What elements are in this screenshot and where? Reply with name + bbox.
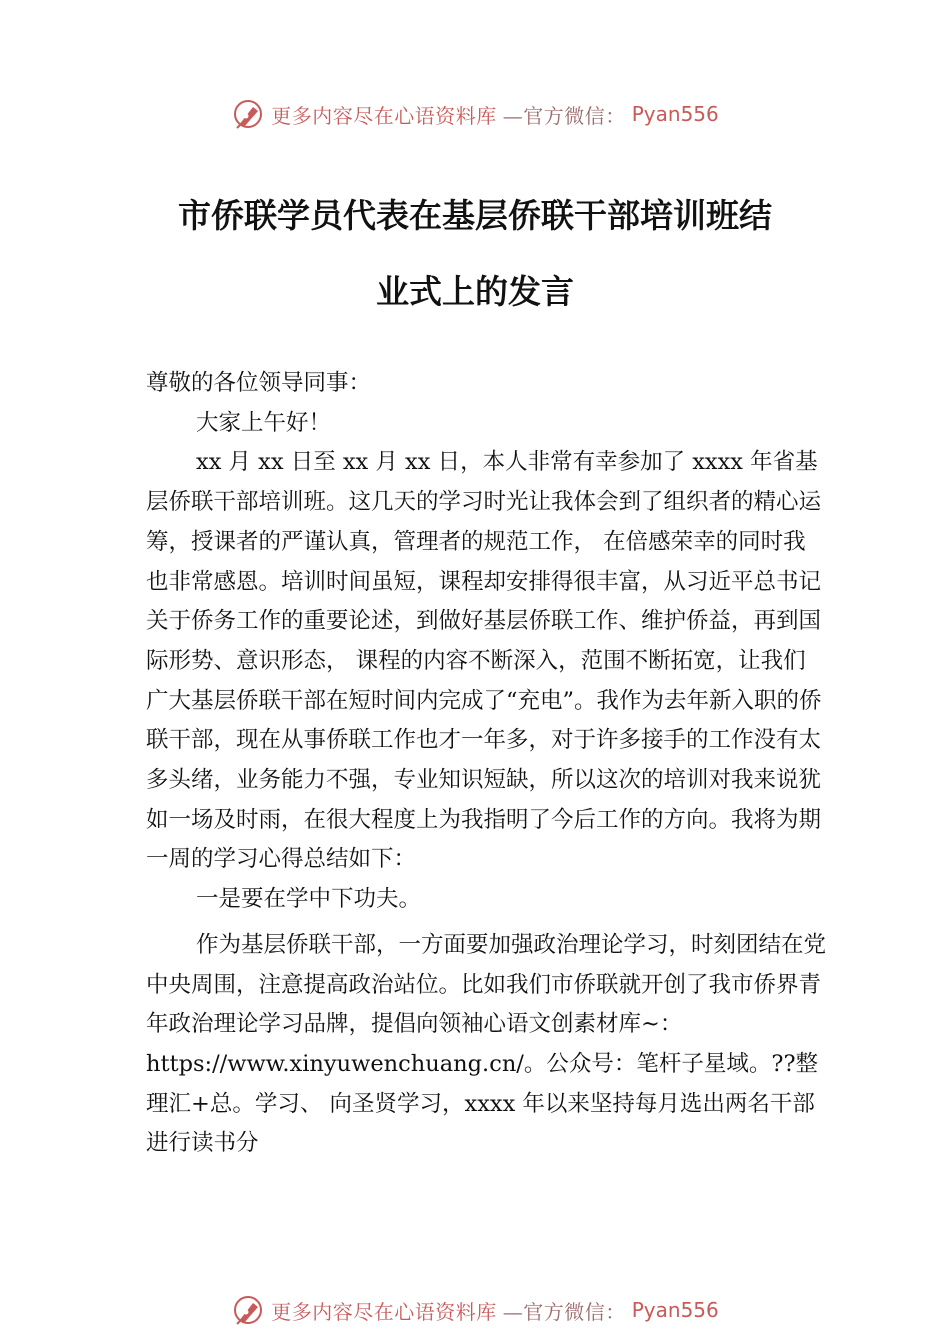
footer-watermark-banner	[0, 1290, 950, 1330]
section-heading-1: 一是要在学中下功夫。	[196, 886, 422, 913]
banner-contact-prefix: —官方微信：	[502, 103, 626, 128]
document-title-line-2: 业式上的发言	[376, 272, 574, 311]
pen-nib-logo-icon	[231, 97, 265, 131]
document-body	[146, 364, 826, 1164]
pen-nib-logo-icon	[231, 1293, 265, 1327]
document-title-line-1: 市侨联学员代表在基层侨联干部培训班结	[178, 196, 772, 235]
paragraph-section-1: 作为基层侨联干部，一方面要加强政治理论学习，时刻团结在党中央周围，注意提高政治站位。比如我们市侨联就开创了我市侨界青年政治理论学习品牌，提倡向领袖心语文创素材库~：https://www.xinyuwenchuang.cn/。公众号：笔杆子星域。??整理汇+总。学习、 向圣贤学习，xxxx 年以来坚持每月选出两名干部进行读书分	[146, 931, 827, 1157]
banner-brand-text: 更多内容尽在心语资料库	[271, 103, 497, 128]
salutation: 尊敬的各位领导同事：	[146, 370, 372, 396]
greeting: 大家上午好！	[196, 409, 332, 436]
banner-brand-text: 更多内容尽在心语资料库	[271, 1299, 497, 1324]
banner-wechat-id: Pyan556	[631, 102, 719, 126]
header-watermark-banner	[0, 94, 950, 134]
banner-wechat-id: Pyan556	[631, 1298, 719, 1322]
banner-contact-prefix: —官方微信：	[502, 1299, 626, 1324]
paragraph-intro: xx 月 xx 日至 xx 月 xx 日，本人非常有幸参加了 xxxx 年省基层侨联干部培训班。这几天的学习时光让我体会到了组织者的精心运筹，授课者的严谨认真，管理者的规范工作， 在倍感荣幸的同时我也非常感恩。培训时间虽短，课程却安排得很丰富，从习近平总书记关于侨务工作的重要论述，到做好基层侨联工作、维护侨益，再到国际形势、意识形态， 课程的内容不断深入，范围不断拓宽，让我们广大基层侨联干部在短时间内完成了“充电”。我作为去年新入职的侨联干部，现在从事侨联工作也才一年多，对于许多接手的工作没有太多头绪，业务能力不强，专业知识短缺，所以这次的培训对我来说犹如一场及时雨，在很大程度上为我指明了今后工作的方向。我将为期一周的学习心得总结如下：	[146, 449, 822, 873]
